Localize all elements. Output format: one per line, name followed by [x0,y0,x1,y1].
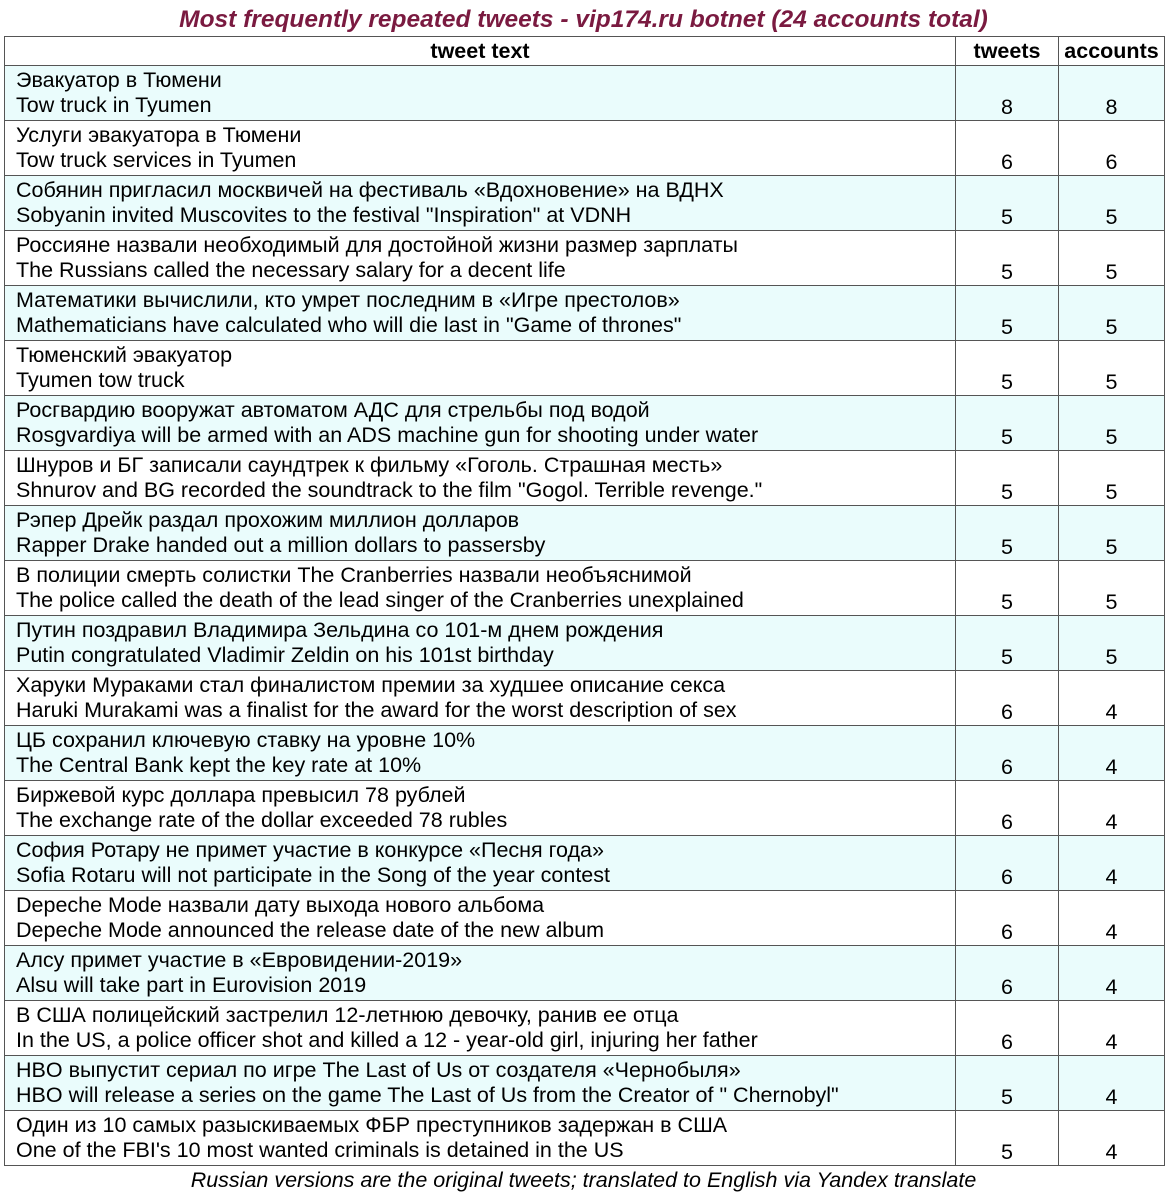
table-row [5,671,1165,726]
accounts-count-cell: 4 [1059,671,1165,726]
accounts-count-cell: 4 [1059,1056,1165,1111]
accounts-count-cell: 4 [1059,726,1165,781]
tweet-text-cell [5,1001,956,1056]
accounts-count-cell: 4 [1059,946,1165,1001]
accounts-count-cell: 4 [1059,836,1165,891]
tweet-text-english: Rapper Drake handed out a million dollars to passersby [16,533,546,557]
tweets-count-cell: 6 [956,726,1059,781]
tweets-count-cell: 6 [956,1001,1059,1056]
tweet-text-russian: Шнуров и БГ записали саундтрек к фильму «Гоголь. Страшная месть» [16,453,723,477]
tweet-text-russian: Биржевой курс доллара превысил 78 рублей [16,783,466,807]
tweet-text-cell [5,176,956,231]
accounts-count-cell: 5 [1059,286,1165,341]
tweet-text-english: Sofia Rotaru will not participate in the Song of the year contest [16,863,610,887]
tweets-count-cell: 5 [956,176,1059,231]
tweet-text-russian: София Ротару не примет участие в конкурсе «Песня года» [16,838,604,862]
tweet-text-english: Haruki Murakami was a finalist for the award for the worst description of sex [16,698,737,722]
tweets-count-cell: 5 [956,506,1059,561]
tweets-count-cell: 8 [956,66,1059,121]
tweet-text-english: Tow truck in Tyumen [16,93,212,117]
tweet-text-cell [5,1111,956,1166]
tweet-text-russian: Росгвардию вооружат автоматом АДС для стрельбы под водой [16,398,650,422]
tweet-text-english: Mathematicians have calculated who will die last in "Game of thrones" [16,313,682,337]
table-row [5,231,1165,286]
table-row [5,66,1165,121]
tweet-text-english: HBO will release a series on the game The Last of Us from the Creator of " Chernobyl" [16,1083,839,1107]
table-row [5,1001,1165,1056]
tweets-count-cell: 5 [956,616,1059,671]
accounts-count-cell: 8 [1059,66,1165,121]
table-row [5,396,1165,451]
table-row [5,781,1165,836]
tweet-text-cell [5,836,956,891]
tweets-table [4,36,1165,1166]
accounts-count-cell: 4 [1059,1001,1165,1056]
tweet-text-cell [5,396,956,451]
tweet-text-english: The exchange rate of the dollar exceeded 78 rubles [16,808,508,832]
tweet-text-cell [5,66,956,121]
table-row [5,836,1165,891]
tweet-text-cell [5,1056,956,1111]
tweet-text-english: Rosgvardiya will be armed with an ADS machine gun for shooting under water [16,423,759,447]
column-header-accounts: accounts [1059,37,1165,66]
tweet-text-cell [5,451,956,506]
table-row [5,1056,1165,1111]
accounts-count-cell: 5 [1059,506,1165,561]
tweet-text-russian: Услуги эвакуатора в Тюмени [16,123,302,147]
accounts-count-cell: 4 [1059,781,1165,836]
tweet-text-russian: Depeche Mode назвали дату выхода нового альбома [16,893,545,917]
tweets-count-cell: 5 [956,561,1059,616]
tweet-text-russian: Эвакуатор в Тюмени [16,68,222,92]
accounts-count-cell: 5 [1059,176,1165,231]
tweet-text-english: Putin congratulated Vladimir Zeldin on his 101st birthday [16,643,554,667]
tweet-text-cell [5,946,956,1001]
tweet-text-russian: Россияне назвали необходимый для достойной жизни размер зарплаты [16,233,738,257]
tweets-count-cell: 6 [956,781,1059,836]
accounts-count-cell: 4 [1059,891,1165,946]
tweet-text-english: Tow truck services in Tyumen [16,148,297,172]
table-row [5,616,1165,671]
tweet-text-cell [5,121,956,176]
tweet-text-russian: Тюменский эвакуатор [16,343,233,367]
table-title: Most frequently repeated tweets - vip174.ru botnet (24 accounts total) [179,6,988,33]
tweets-count-cell: 6 [956,891,1059,946]
tweets-count-cell: 6 [956,836,1059,891]
tweet-text-cell [5,891,956,946]
tweets-count-cell: 5 [956,341,1059,396]
tweet-text-russian: В полиции смерть солистки The Cranberries назвали необъяснимой [16,563,692,587]
tweet-text-russian: Алсу примет участие в «Евровидении-2019» [16,948,463,972]
tweets-count-cell: 5 [956,1056,1059,1111]
header-row [5,37,1165,66]
table-row [5,121,1165,176]
tweet-text-russian: Математики вычислили, кто умрет последним в «Игре престолов» [16,288,680,312]
tweet-text-russian: ЦБ сохранил ключевую ставку на уровне 10% [16,728,476,752]
tweet-text-russian: Харуки Мураками стал финалистом премии за худшее описание секса [16,673,726,697]
tweet-text-english: Tyumen tow truck [16,368,185,392]
accounts-count-cell: 5 [1059,616,1165,671]
table-row [5,341,1165,396]
tweet-text-cell [5,341,956,396]
tweet-text-cell [5,561,956,616]
tweet-text-cell [5,781,956,836]
tweets-count-cell: 5 [956,286,1059,341]
tweet-text-english: Shnurov and BG recorded the soundtrack to the film "Gogol. Terrible revenge." [16,478,763,502]
table-row [5,451,1165,506]
tweet-text-english: The police called the death of the lead singer of the Cranberries unexplained [16,588,744,612]
tweet-text-russian: HBO выпустит сериал по игре The Last of Us от создателя «Чернобыля» [16,1058,741,1082]
footnote: Russian versions are the original tweets; translated to English via Yandex translate [190,1168,977,1192]
table-row [5,946,1165,1001]
tweet-text-russian: Путин поздравил Владимира Зельдина со 101-м днем рождения [16,618,664,642]
tweet-text-english: Depeche Mode announced the release date of the new album [16,918,605,942]
tweets-count-cell: 6 [956,121,1059,176]
tweet-text-cell [5,726,956,781]
tweet-text-english: One of the FBI's 10 most wanted criminals is detained in the US [16,1138,624,1162]
tweet-text-cell [5,231,956,286]
table-row [5,561,1165,616]
tweet-text-russian: Один из 10 самых разыскиваемых ФБР преступников задержан в США [16,1113,728,1137]
tweets-count-cell: 5 [956,451,1059,506]
tweets-count-cell: 5 [956,396,1059,451]
column-header-tweet-text: tweet text [5,37,956,66]
accounts-count-cell: 5 [1059,341,1165,396]
tweet-text-cell [5,671,956,726]
tweet-text-russian: Рэпер Дрейк раздал прохожим миллион долларов [16,508,520,532]
table-row [5,176,1165,231]
table-row [5,286,1165,341]
accounts-count-cell: 5 [1059,451,1165,506]
tweet-text-russian: Собянин пригласил москвичей на фестиваль «Вдохновение» на ВДНХ [16,178,724,202]
table-row [5,726,1165,781]
tweets-count-cell: 6 [956,671,1059,726]
table-row [5,891,1165,946]
tweet-text-english: Sobyanin invited Muscovites to the festival "Inspiration" at VDNH [16,203,632,227]
accounts-count-cell: 5 [1059,396,1165,451]
accounts-count-cell: 6 [1059,121,1165,176]
column-header-tweets: tweets [956,37,1059,66]
tweets-count-cell: 5 [956,1111,1059,1166]
tweet-text-cell [5,616,956,671]
tweet-text-russian: В США полицейский застрелил 12-летнюю девочку, ранив ее отца [16,1003,679,1027]
table-row [5,1111,1165,1166]
tweets-count-cell: 5 [956,231,1059,286]
tweet-text-cell [5,286,956,341]
table-row [5,506,1165,561]
tweet-text-english: The Central Bank kept the key rate at 10% [16,753,422,777]
tweet-text-english: In the US, a police officer shot and killed a 12 - year-old girl, injuring her father [16,1028,758,1052]
accounts-count-cell: 5 [1059,561,1165,616]
tweet-text-english: The Russians called the necessary salary for a decent life [16,258,566,282]
table-body [5,66,1165,1166]
accounts-count-cell: 4 [1059,1111,1165,1166]
tweet-text-cell [5,506,956,561]
tweets-count-cell: 6 [956,946,1059,1001]
tweet-text-english: Alsu will take part in Eurovision 2019 [16,973,367,997]
accounts-count-cell: 5 [1059,231,1165,286]
